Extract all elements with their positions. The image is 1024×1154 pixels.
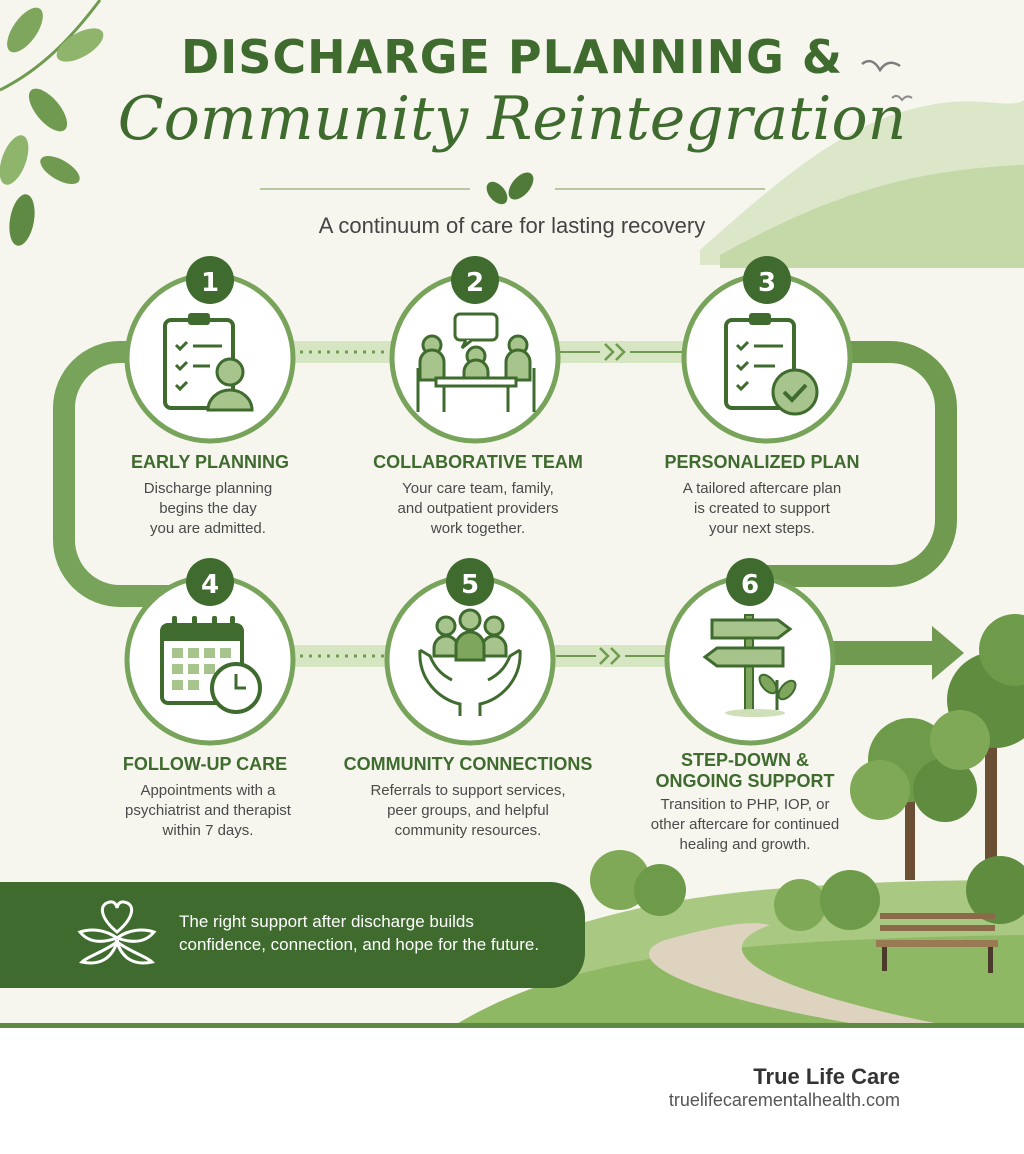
step-2-title: COLLABORATIVE TEAM xyxy=(373,452,583,472)
step-1-number: 1 xyxy=(200,268,220,298)
step-4-title: FOLLOW-UP CARE xyxy=(122,754,288,774)
subtitle: A continuum of care for lasting recovery xyxy=(318,213,706,238)
title-line-2: Community Reintegration xyxy=(117,84,907,154)
step-5-title: COMMUNITY CONNECTIONS xyxy=(343,754,593,774)
step-2-number: 2 xyxy=(465,268,485,298)
step-6-title: STEP-DOWN & ONGOING SUPPORT xyxy=(655,750,835,791)
step-5-desc: Referrals to support services, peer groups, and helpful community resources. xyxy=(370,782,566,839)
step-2-desc: Your care team, family, and outpatient providers work together. xyxy=(397,480,559,537)
website-link[interactable]: truelifecarementalhealth.com xyxy=(668,1090,900,1110)
step-1-title: EARLY PLANNING xyxy=(130,452,290,472)
step-5-number: 5 xyxy=(460,570,480,600)
step-6-desc: Transition to PHP, IOP, or other aftercare for continued healing and growth. xyxy=(650,796,840,853)
step-3-desc: A tailored aftercare plan is created to support your next steps. xyxy=(682,480,842,537)
title-line-1: DISCHARGE PLANNING & xyxy=(180,30,844,84)
step-6-number: 6 xyxy=(740,570,760,600)
step-1-desc: Discharge planning begins the day you are admitted. xyxy=(143,480,273,537)
step-4-number: 4 xyxy=(200,570,220,600)
step-4-desc: Appointments with a psychiatrist and therapist within 7 days. xyxy=(125,782,291,839)
banner-text: The right support after discharge builds confidence, connection, and hope for the future. xyxy=(179,912,540,954)
brand-name: True Life Care xyxy=(753,1064,900,1089)
step-3-number: 3 xyxy=(757,268,777,298)
step-3-title: PERSONALIZED PLAN xyxy=(664,452,860,472)
